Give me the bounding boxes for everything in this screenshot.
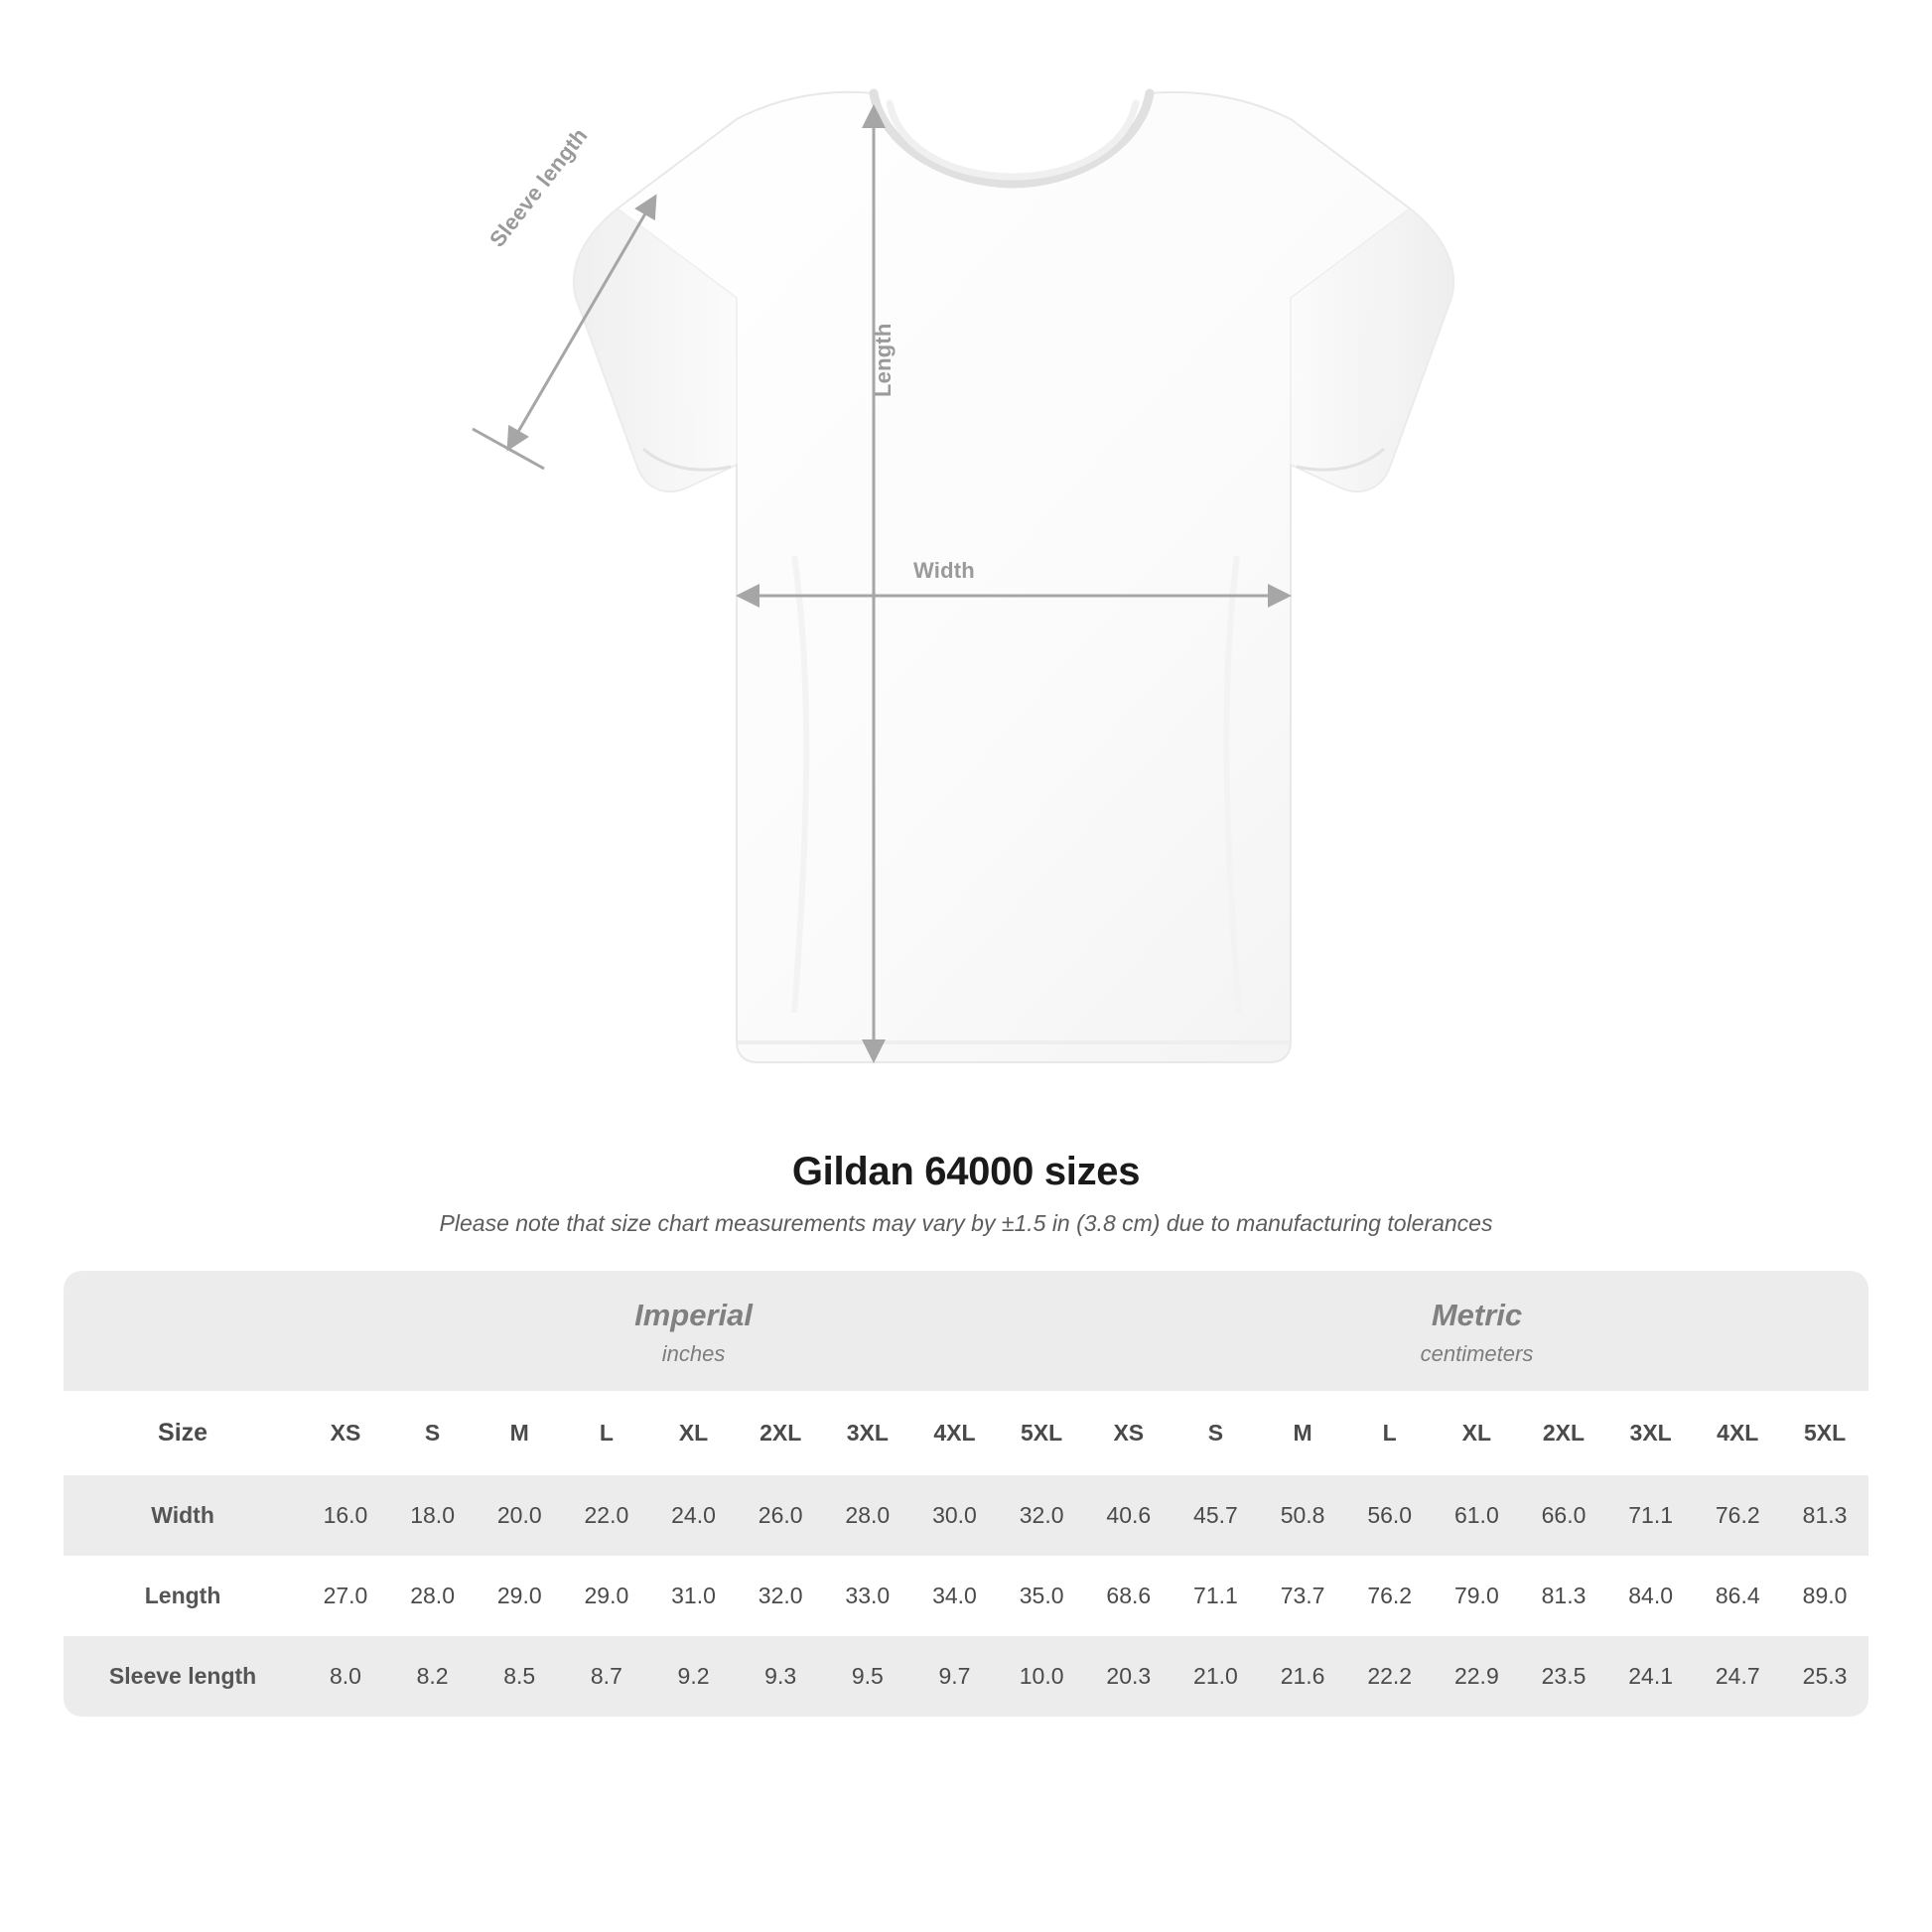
cell: 22.0 (563, 1475, 650, 1556)
cell: 18.0 (389, 1475, 477, 1556)
cell: 9.7 (911, 1636, 999, 1717)
cell: 81.3 (1520, 1556, 1607, 1636)
size-header-cell: 2XL (737, 1391, 824, 1475)
size-header-cell: XL (1434, 1391, 1521, 1475)
cell: 73.7 (1259, 1556, 1346, 1636)
size-table (64, 1271, 1868, 1717)
imperial-unit-cell (302, 1271, 1085, 1391)
size-header-cell: 5XL (1781, 1391, 1868, 1475)
cell: 31.0 (650, 1556, 738, 1636)
size-header-cell: 5XL (998, 1391, 1085, 1475)
unit-system-row (64, 1271, 1868, 1391)
cell: 68.6 (1085, 1556, 1173, 1636)
row-label-width: Width (64, 1475, 302, 1556)
metric-label: Metric (1431, 1298, 1523, 1332)
size-header-cell: 2XL (1520, 1391, 1607, 1475)
cell: 24.1 (1607, 1636, 1695, 1717)
size-header-cell: XL (650, 1391, 738, 1475)
cell: 9.3 (737, 1636, 824, 1717)
cell: 21.0 (1173, 1636, 1260, 1717)
cell: 22.2 (1346, 1636, 1434, 1717)
imperial-sublabel: inches (661, 1340, 726, 1366)
cell: 86.4 (1694, 1556, 1781, 1636)
cell: 27.0 (302, 1556, 389, 1636)
cell: 76.2 (1694, 1475, 1781, 1556)
size-header-cell: XS (1085, 1391, 1173, 1475)
cell: 71.1 (1607, 1475, 1695, 1556)
cell: 8.0 (302, 1636, 389, 1717)
cell: 71.1 (1173, 1556, 1260, 1636)
cell: 40.6 (1085, 1475, 1173, 1556)
cell: 33.0 (824, 1556, 911, 1636)
table-row (64, 1556, 1868, 1636)
width-dimension-label: Width (913, 558, 975, 583)
cell: 34.0 (911, 1556, 999, 1636)
imperial-label: Imperial (634, 1298, 753, 1332)
cell: 24.0 (650, 1475, 738, 1556)
size-header-cell: L (1346, 1391, 1434, 1475)
cell: 56.0 (1346, 1475, 1434, 1556)
size-header-cell: M (476, 1391, 563, 1475)
table-row (64, 1475, 1868, 1556)
cell: 9.5 (824, 1636, 911, 1717)
cell: 20.3 (1085, 1636, 1173, 1717)
size-header-cell: XS (302, 1391, 389, 1475)
cell: 20.0 (476, 1475, 563, 1556)
size-header-cell: 4XL (1694, 1391, 1781, 1475)
size-header-cell: L (563, 1391, 650, 1475)
cell: 29.0 (563, 1556, 650, 1636)
size-header-cell: S (389, 1391, 477, 1475)
page-title: Gildan 64000 sizes (791, 1150, 1141, 1193)
cell: 35.0 (998, 1556, 1085, 1636)
size-header-cell: S (1173, 1391, 1260, 1475)
length-dimension-label: Length (871, 323, 896, 397)
cell: 21.6 (1259, 1636, 1346, 1717)
cell: 61.0 (1434, 1475, 1521, 1556)
size-header-cell: 3XL (824, 1391, 911, 1475)
cell: 25.3 (1781, 1636, 1868, 1717)
cell: 84.0 (1607, 1556, 1695, 1636)
cell: 8.5 (476, 1636, 563, 1717)
cell: 29.0 (476, 1556, 563, 1636)
cell: 8.7 (563, 1636, 650, 1717)
metric-sublabel: centimeters (1420, 1340, 1534, 1366)
tolerance-note: Please note that size chart measurements may vary by ±1.5 in (3.8 cm) due to manufacturing tolerances (439, 1210, 1493, 1236)
cell: 16.0 (302, 1475, 389, 1556)
table-row (64, 1636, 1868, 1717)
size-header-label: Size (64, 1391, 302, 1475)
size-header-cell: M (1259, 1391, 1346, 1475)
cell: 50.8 (1259, 1475, 1346, 1556)
cell: 32.0 (998, 1475, 1085, 1556)
cell: 66.0 (1520, 1475, 1607, 1556)
unit-row-spacer (64, 1271, 302, 1391)
cell: 81.3 (1781, 1475, 1868, 1556)
cell: 45.7 (1173, 1475, 1260, 1556)
cell: 10.0 (998, 1636, 1085, 1717)
metric-unit-cell (1085, 1271, 1868, 1391)
cell: 23.5 (1520, 1636, 1607, 1717)
cell: 22.9 (1434, 1636, 1521, 1717)
size-header-cell: 4XL (911, 1391, 999, 1475)
cell: 26.0 (737, 1475, 824, 1556)
cell: 28.0 (824, 1475, 911, 1556)
size-table-container (64, 1271, 1868, 1717)
cell: 79.0 (1434, 1556, 1521, 1636)
size-header-row (64, 1391, 1868, 1475)
row-label-sleeve-length: Sleeve length (64, 1636, 302, 1717)
cell: 89.0 (1781, 1556, 1868, 1636)
cell: 32.0 (737, 1556, 824, 1636)
chart-heading (0, 1150, 1932, 1237)
cell: 24.7 (1694, 1636, 1781, 1717)
cell: 8.2 (389, 1636, 477, 1717)
cell: 76.2 (1346, 1556, 1434, 1636)
cell: 28.0 (389, 1556, 477, 1636)
row-label-length: Length (64, 1556, 302, 1636)
sleeve-length-dimension-label: Sleeve length (484, 123, 593, 252)
size-header-cell: 3XL (1607, 1391, 1695, 1475)
cell: 9.2 (650, 1636, 738, 1717)
cell: 30.0 (911, 1475, 999, 1556)
